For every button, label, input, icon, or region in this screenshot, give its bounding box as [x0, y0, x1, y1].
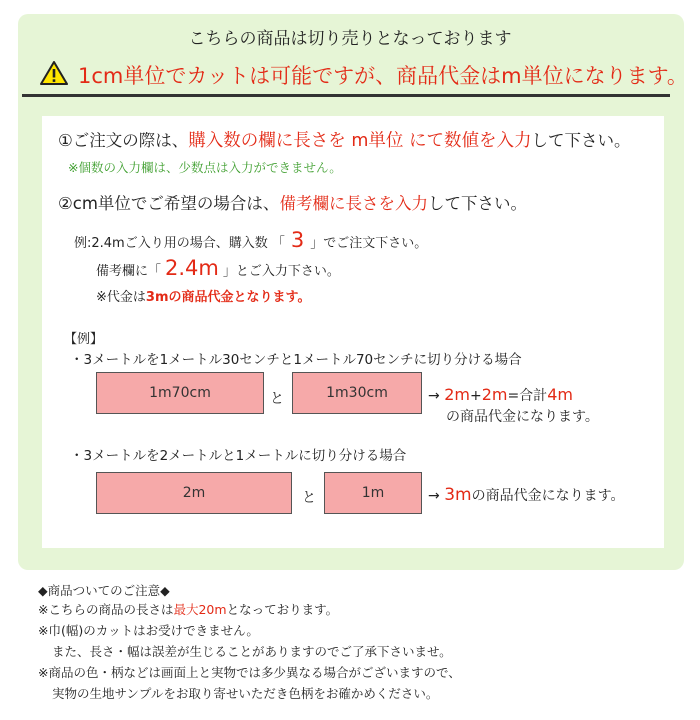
step1-highlight: 購入数の欄に長さを m単位 にて数値を入力 — [188, 131, 532, 151]
notice-line-2: ※巾(幅)のカットはお受けできません。 — [38, 623, 259, 638]
notice-line1-prefix: ※こちらの商品の長さは — [38, 602, 174, 617]
case1-result-line2: の商品代金になります。 — [446, 409, 599, 425]
step2-line — [58, 190, 527, 214]
step1-prefix: ①ご注文の際は、 — [58, 131, 189, 150]
step2-highlight: 備考欄に長さを入力 — [279, 194, 428, 213]
step1-line — [58, 127, 630, 152]
case1-result-line1 — [428, 385, 573, 405]
warning-divider — [22, 94, 670, 97]
warning-icon — [40, 60, 68, 86]
example-line-3 — [96, 286, 310, 305]
notice-line-3: また、長さ・幅は誤差が生じることがありますのでご了承下さいませ。 — [52, 644, 452, 659]
example-line2-suffix: 」とご入力下さい。 — [222, 264, 340, 279]
notice-line-5: 実物の生地サンプルをお取り寄せいただき色柄をお確かめください。 — [52, 686, 439, 701]
case1-result-b: 2m — [481, 385, 508, 404]
case1-result-total: 4m — [547, 385, 573, 404]
case2-title: ・3メートルを2メートルと1メートルに切り分ける場合 — [70, 448, 407, 464]
example-line1-value: 3 — [290, 228, 305, 252]
notice-title: ◆商品ついてのご注意◆ — [38, 583, 170, 598]
example-line3-highlight: 3mの商品代金となります。 — [145, 290, 311, 305]
examples-heading: 【例】 — [64, 332, 104, 347]
notice-line1-highlight: 最大20m — [173, 602, 227, 617]
example-line-1 — [74, 228, 427, 252]
case2-result — [428, 485, 624, 505]
case1-piece-1: 1m70cm — [96, 372, 264, 414]
case1-result-a: 2m — [444, 385, 470, 404]
case1-connector: と — [270, 391, 284, 407]
case1-arrow: → — [428, 388, 440, 404]
warning-row — [40, 58, 688, 94]
step1-note: ※個数の入力欄は、少数点は入力ができません。 — [68, 160, 342, 175]
notice-line-1 — [38, 600, 338, 618]
notice-line-4: ※商品の色・柄などは画面上と実物では多少異なる場合がございますので、 — [38, 665, 461, 680]
example-line3-prefix: ※代金は — [96, 290, 146, 305]
case2-piece-2: 1m — [324, 472, 422, 514]
example-line1-suffix: 」でご注文下さい。 — [310, 236, 428, 251]
page-title: こちらの商品は切り売りとなっております — [188, 29, 512, 49]
example-line2-value: 2.4m — [165, 256, 219, 280]
step2-suffix: して下さい。 — [427, 194, 527, 213]
case2-connector: と — [302, 490, 316, 506]
case1-title: ・3メートルを1メートル30センチと1メートル70センチに切り分ける場合 — [70, 352, 522, 368]
case1-result-plus: + — [469, 388, 482, 404]
example-line-2 — [96, 256, 340, 280]
case2-result-value: 3m — [444, 485, 472, 505]
step2-prefix: ②cm単位でご希望の場合は、 — [58, 194, 280, 213]
notice-line1-suffix: となっております。 — [226, 602, 339, 617]
case2-result-suffix: の商品代金になります。 — [471, 488, 625, 504]
case2-piece-1: 2m — [96, 472, 292, 514]
warning-text: 1cm単位でカットは可能ですが、商品代金はm単位になります。 — [78, 64, 688, 88]
case1-result-eq: =合計 — [507, 388, 548, 404]
example-line2-prefix: 備考欄に「 — [96, 264, 162, 279]
case1-piece-2: 1m30cm — [292, 372, 422, 414]
example-line1-prefix: 例:2.4mご入り用の場合、購入数 「 — [74, 236, 285, 251]
step1-suffix: して下さい。 — [531, 131, 631, 150]
case2-arrow: → — [428, 488, 440, 504]
